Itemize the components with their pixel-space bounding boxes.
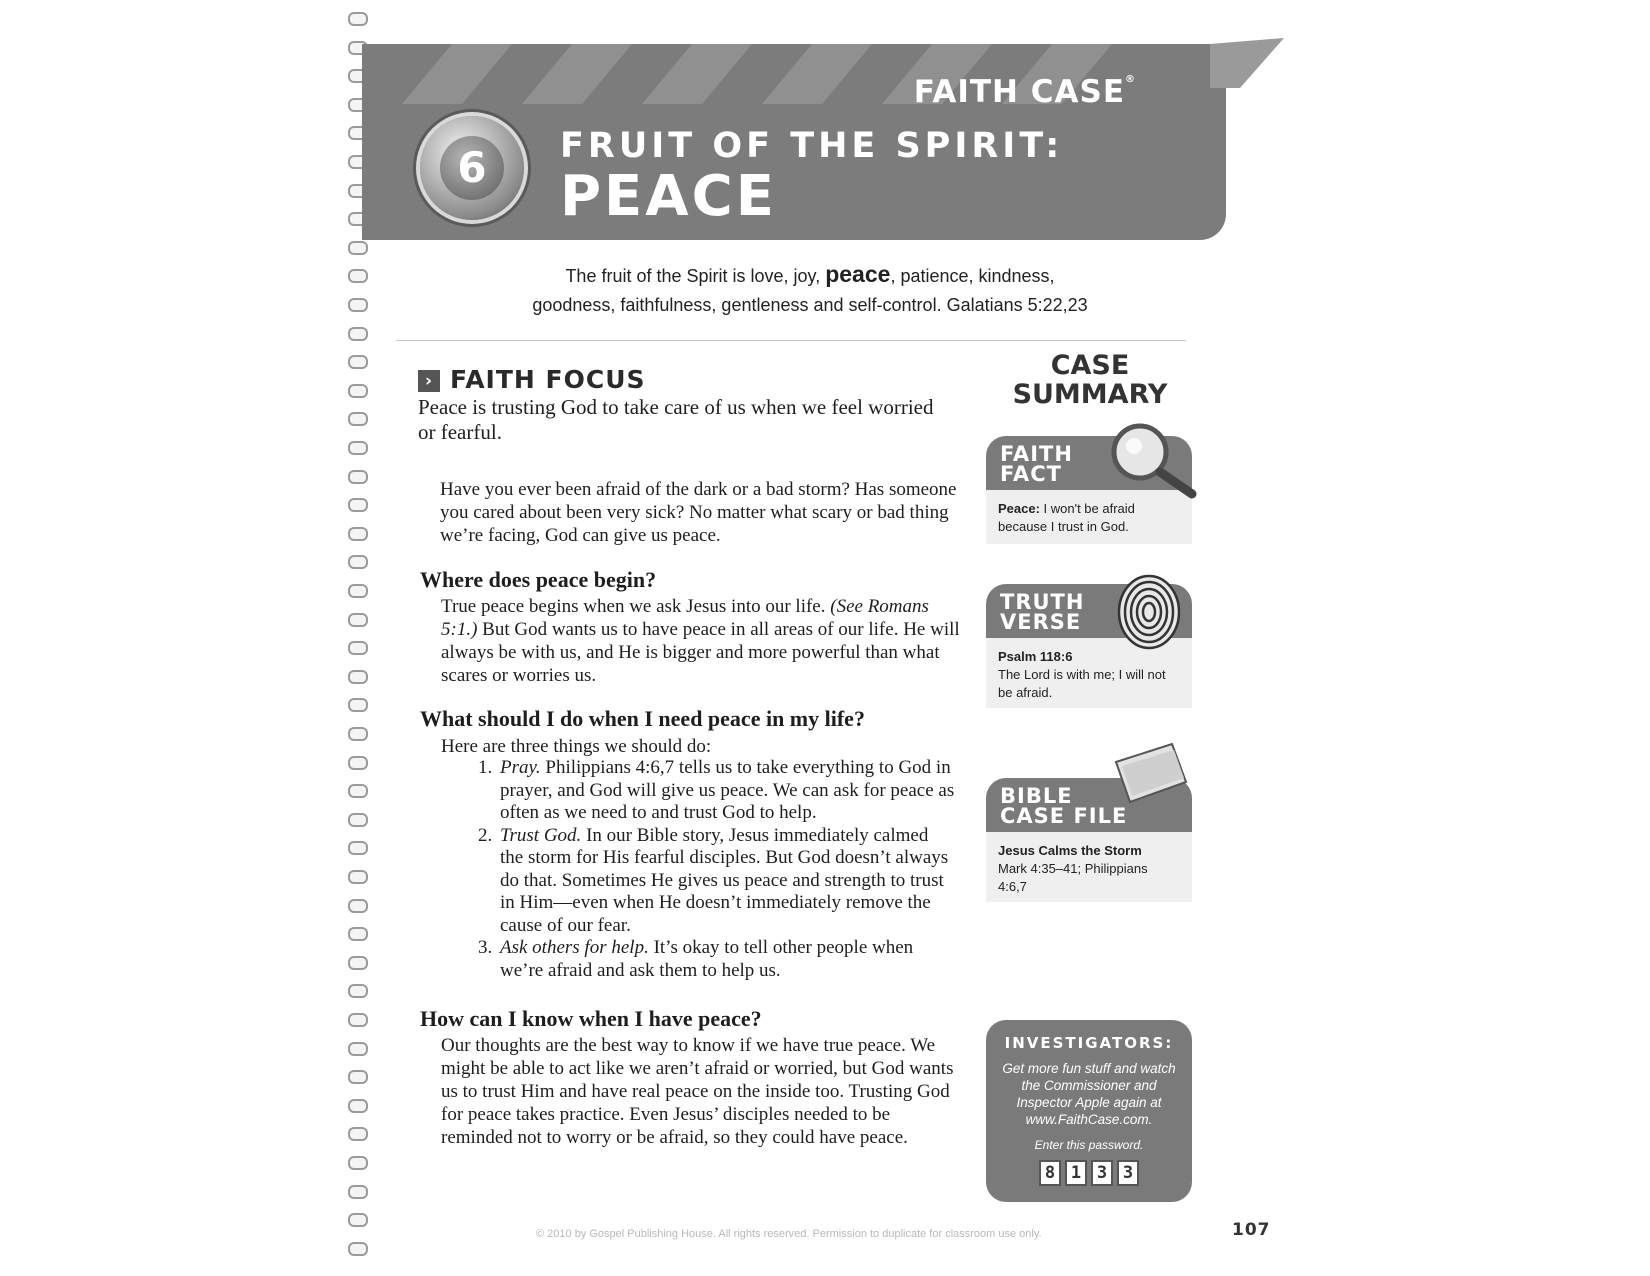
lesson-number: 6 xyxy=(440,136,504,200)
spiral-ring xyxy=(348,584,368,598)
lesson-number-badge xyxy=(420,116,524,220)
spiral-ring xyxy=(348,1213,368,1227)
spiral-ring xyxy=(348,555,368,569)
section-heading-peace-begin: Where does peace begin? xyxy=(420,567,657,592)
key-verse: The fruit of the Spirit is love, joy, peace, patience, kindness, goodness, faithfulness, gentleness and self-control. Galatians 5:22,23 xyxy=(532,261,1088,315)
spiral-ring xyxy=(348,984,368,998)
intro-paragraph: Have you ever been afraid of the dark or a bad storm? Has someone you cared about been very sick? No matter what scary or bad thing we’re facing, God can give us peace. xyxy=(440,479,957,546)
spiral-ring xyxy=(348,355,368,369)
section-intro-need-peace: Here are three things we should do: xyxy=(441,736,712,757)
spiral-ring xyxy=(348,1242,368,1256)
list-item: 2. Trust God. In our Bible story, Jesus immediately calmed the storm for His fearful disciples. But God doesn’t always do that. Sometimes He gives us peace and strength to trust in Him—even when He doesn’t immediately remove the cause of our fear. xyxy=(478,824,949,936)
spiral-ring xyxy=(348,298,368,312)
spiral-ring xyxy=(348,1156,368,1170)
password-digit: 8 xyxy=(1039,1160,1061,1186)
section-text-peace-begin: True peace begins when we ask Jesus into our life. (See Romans 5:1.) But God wants us to have peace in all areas of our life. He will always be with us, and He is bigger and more powerful than what scares or worries us. xyxy=(441,596,960,686)
faith-focus-heading: › FAITH FOCUS xyxy=(418,365,646,394)
bible-case-file-body: Jesus Calms the Storm Mark 4:35–41; Philippians 4:6,7 xyxy=(986,832,1192,902)
investigators-heading: INVESTIGATORS: xyxy=(1004,1034,1174,1052)
password-prompt: Enter this password. xyxy=(1034,1138,1144,1152)
page-number: 107 xyxy=(1232,1220,1271,1240)
spiral-ring xyxy=(348,498,368,512)
copyright-footer: © 2010 by Gospel Publishing House. All rights reserved. Permission to duplicate for classroom use only. xyxy=(536,1228,1042,1240)
spiral-ring xyxy=(348,527,368,541)
faith-fact-body: Peace: I won't be afraid because I trust in God. xyxy=(986,490,1192,544)
spiral-ring xyxy=(348,756,368,770)
list-item: 1. Pray. Philippians 4:6,7 tells us to take everything to God in prayer, and God will give us peace. We can ask for peace as often as we need to and trust God to help. xyxy=(478,757,955,823)
spiral-ring xyxy=(348,1070,368,1084)
section-heading-know-peace: How can I know when I have peace? xyxy=(420,1006,762,1031)
spiral-ring xyxy=(348,784,368,798)
steps-list xyxy=(478,757,956,982)
spiral-ring xyxy=(348,1042,368,1056)
spiral-ring xyxy=(348,641,368,655)
list-item: 3. Ask others for help. It’s okay to tell other people when we’re afraid and ask them to help us. xyxy=(478,937,914,981)
password-digit: 3 xyxy=(1091,1160,1113,1186)
investigators-text: Get more fun stuff and watch the Commissioner and Inspector Apple again at www.FaithCase.com. xyxy=(1002,1061,1176,1127)
spiral-ring xyxy=(348,613,368,627)
spiral-ring xyxy=(348,269,368,283)
spiral-ring xyxy=(348,1013,368,1027)
spiral-ring xyxy=(348,412,368,426)
spiral-ring xyxy=(348,899,368,913)
faith-fact-card xyxy=(986,436,1192,544)
spiral-ring xyxy=(348,1099,368,1113)
password-digit: 3 xyxy=(1117,1160,1139,1186)
fingerprint-icon xyxy=(1114,572,1184,652)
spiral-ring xyxy=(348,841,368,855)
truth-verse-card xyxy=(986,584,1192,708)
case-summary-title: CASE SUMMARY xyxy=(1012,350,1168,410)
faith-fact-tab: FAITH FACT xyxy=(986,436,1192,490)
spiral-ring xyxy=(348,441,368,455)
spiral-ring xyxy=(348,384,368,398)
spiral-ring xyxy=(348,470,368,484)
password-digits xyxy=(986,1160,1192,1186)
truth-verse-body: Psalm 118:6 The Lord is with me; I will not be afraid. xyxy=(986,638,1192,708)
header-banner xyxy=(362,44,1226,240)
spiral-ring xyxy=(348,12,368,26)
magnifying-glass-icon xyxy=(1104,420,1200,500)
spiral-ring xyxy=(348,241,368,255)
password-digit: 1 xyxy=(1065,1160,1087,1186)
spiral-ring xyxy=(348,927,368,941)
spiral-ring xyxy=(348,813,368,827)
section-text-know-peace: Our thoughts are the best way to know if we have true peace. We might be able to act like we aren’t afraid or worried, but God wants us to trust Him and have real peace on the inside too. Trusting God for peace takes practice. Even Jesus’ disciples needed to be reminded not to worry or be afraid, so they could have peace. xyxy=(441,1035,954,1148)
brand-logo: FAITH CASE® xyxy=(913,74,1136,110)
banner-tail xyxy=(1210,38,1290,88)
spiral-ring xyxy=(348,1185,368,1199)
spiral-ring xyxy=(348,670,368,684)
spiral-ring xyxy=(348,327,368,341)
spiral-ring xyxy=(348,956,368,970)
investigators-box xyxy=(986,1020,1192,1202)
section-heading-need-peace: What should I do when I need peace in my life? xyxy=(420,706,865,731)
divider xyxy=(396,340,1186,341)
spiral-ring xyxy=(348,698,368,712)
spiral-ring xyxy=(348,870,368,884)
page-title-line2: PEACE xyxy=(560,164,777,229)
bible-case-file-tab: BIBLE CASE FILE xyxy=(986,778,1192,832)
verse-keyword: peace xyxy=(825,261,891,287)
truth-verse-tab: TRUTH VERSE xyxy=(986,584,1192,638)
chevron-right-icon: › xyxy=(418,370,440,392)
folder-icon xyxy=(1112,742,1192,808)
spiral-ring xyxy=(348,1127,368,1141)
page-title-line1: FRUIT OF THE SPIRIT: xyxy=(560,126,1064,166)
faith-focus-text: Peace is trusting God to take care of us when we feel worried or fearful. xyxy=(418,395,934,444)
spiral-ring xyxy=(348,727,368,741)
bible-case-file-card xyxy=(986,778,1192,902)
